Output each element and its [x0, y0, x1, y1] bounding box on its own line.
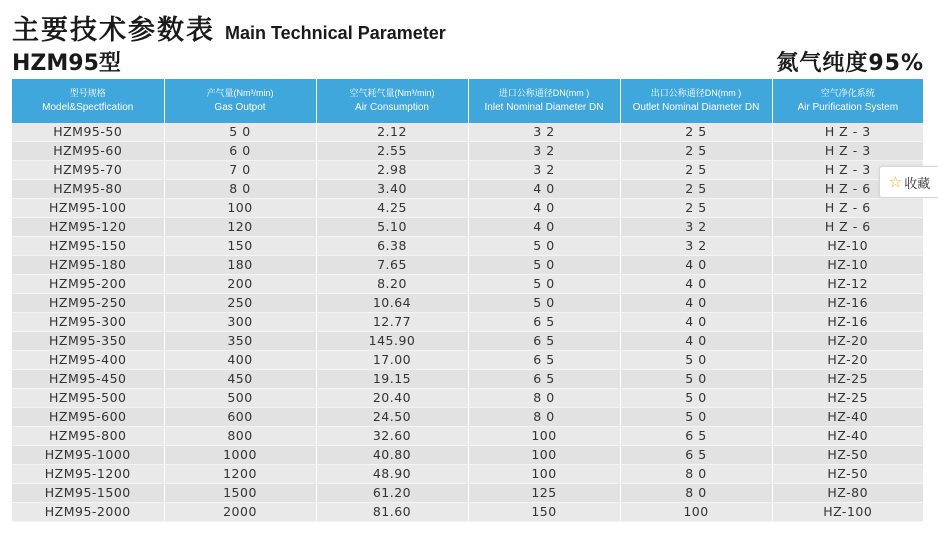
table-row — [12, 427, 923, 446]
cell-model: HZM95-150 — [12, 237, 164, 256]
cell-air-consumption: 19.15 — [316, 370, 468, 389]
cell-air-consumption: 3.40 — [316, 180, 468, 199]
cell-outlet-dn: 3 2 — [620, 237, 772, 256]
cell-air-consumption: 2.55 — [316, 142, 468, 161]
cell-outlet-dn: 6 5 — [620, 446, 772, 465]
cell-inlet-dn: 100 — [468, 465, 620, 484]
cell-air-purification: HZ-25 — [772, 389, 923, 408]
cell-gas-output: 250 — [164, 294, 316, 313]
cell-gas-output: 1000 — [164, 446, 316, 465]
cell-air-consumption: 81.60 — [316, 503, 468, 522]
cell-air-purification: HZ-20 — [772, 351, 923, 370]
cell-model: HZM95-500 — [12, 389, 164, 408]
cell-air-consumption: 48.90 — [316, 465, 468, 484]
cell-model: HZM95-200 — [12, 275, 164, 294]
table-row — [12, 256, 923, 275]
cell-inlet-dn: 3 2 — [468, 161, 620, 180]
table-body — [12, 123, 923, 522]
cell-gas-output: 600 — [164, 408, 316, 427]
cell-outlet-dn: 4 0 — [620, 294, 772, 313]
cell-outlet-dn: 100 — [620, 503, 772, 522]
cell-gas-output: 450 — [164, 370, 316, 389]
cell-gas-output: 150 — [164, 237, 316, 256]
cell-outlet-dn: 4 0 — [620, 256, 772, 275]
cell-inlet-dn: 150 — [468, 503, 620, 522]
header-air-consumption-cn: 空气耗气量(Nm³/min) — [349, 88, 435, 98]
cell-inlet-dn: 3 2 — [468, 142, 620, 161]
star-icon: ☆ — [888, 173, 903, 191]
cell-gas-output: 7 0 — [164, 161, 316, 180]
header-model-en: Model&Spectfication — [42, 102, 134, 113]
table-row — [12, 142, 923, 161]
cell-air-purification: HZ-50 — [772, 446, 923, 465]
table-row — [12, 351, 923, 370]
cell-model: HZM95-450 — [12, 370, 164, 389]
cell-air-consumption: 4.25 — [316, 199, 468, 218]
cell-outlet-dn: 5 0 — [620, 408, 772, 427]
table-row — [12, 123, 923, 142]
table-row — [12, 484, 923, 503]
table-row — [12, 408, 923, 427]
cell-outlet-dn: 4 0 — [620, 275, 772, 294]
cell-gas-output: 800 — [164, 427, 316, 446]
table-row — [12, 503, 923, 522]
cell-air-consumption: 2.98 — [316, 161, 468, 180]
cell-gas-output: 100 — [164, 199, 316, 218]
cell-outlet-dn: 2 5 — [620, 142, 772, 161]
cell-outlet-dn: 4 0 — [620, 313, 772, 332]
header-gas-output-en: Gas Outpot — [214, 102, 266, 113]
cell-inlet-dn: 8 0 — [468, 389, 620, 408]
cell-gas-output: 1500 — [164, 484, 316, 503]
cell-inlet-dn: 8 0 — [468, 408, 620, 427]
table-row — [12, 446, 923, 465]
header-air-consumption-en: Air Consumption — [355, 102, 429, 113]
cell-model: HZM95-1000 — [12, 446, 164, 465]
cell-gas-output: 300 — [164, 313, 316, 332]
cell-gas-output: 200 — [164, 275, 316, 294]
page-title — [12, 8, 446, 46]
header-air-purification-en: Air Purification System — [797, 102, 899, 113]
cell-air-purification: HZ-16 — [772, 313, 923, 332]
cell-outlet-dn: 6 5 — [620, 427, 772, 446]
cell-air-purification: HZ-12 — [772, 275, 923, 294]
cell-air-purification: HZ-50 — [772, 465, 923, 484]
cell-air-purification: H Z - 3 — [772, 123, 923, 142]
cell-air-purification: H Z - 3 — [772, 161, 923, 180]
cell-gas-output: 1200 — [164, 465, 316, 484]
cell-air-consumption: 17.00 — [316, 351, 468, 370]
cell-air-purification: HZ-10 — [772, 256, 923, 275]
favorite-label: 收藏 — [904, 176, 931, 192]
cell-model: HZM95-100 — [12, 199, 164, 218]
header-outlet-dn-cn: 出口公称通径DN(mm ) — [650, 88, 742, 98]
cell-air-consumption: 8.20 — [316, 275, 468, 294]
cell-air-consumption: 2.12 — [316, 123, 468, 142]
cell-air-purification: HZ-100 — [772, 503, 923, 522]
cell-outlet-dn: 5 0 — [620, 370, 772, 389]
cell-model: HZM95-350 — [12, 332, 164, 351]
cell-gas-output: 2000 — [164, 503, 316, 522]
table-row — [12, 180, 923, 199]
cell-air-purification: HZ-10 — [772, 237, 923, 256]
header-air-purification — [772, 79, 923, 123]
table-row — [12, 389, 923, 408]
cell-model: HZM95-50 — [12, 123, 164, 142]
cell-outlet-dn: 2 5 — [620, 199, 772, 218]
table-row — [12, 237, 923, 256]
cell-gas-output: 8 0 — [164, 180, 316, 199]
cell-outlet-dn: 2 5 — [620, 123, 772, 142]
table-row — [12, 465, 923, 484]
table-row — [12, 275, 923, 294]
cell-gas-output: 350 — [164, 332, 316, 351]
cell-inlet-dn: 5 0 — [468, 275, 620, 294]
cell-model: HZM95-400 — [12, 351, 164, 370]
cell-model: HZM95-600 — [12, 408, 164, 427]
cell-air-consumption: 24.50 — [316, 408, 468, 427]
cell-air-purification: HZ-40 — [772, 427, 923, 446]
cell-outlet-dn: 8 0 — [620, 484, 772, 503]
cell-gas-output: 5 0 — [164, 123, 316, 142]
header-gas-output-cn: 产气量(Nm³/min) — [206, 88, 274, 98]
cell-outlet-dn: 3 2 — [620, 218, 772, 237]
table-row — [12, 332, 923, 351]
cell-outlet-dn: 4 0 — [620, 332, 772, 351]
cell-air-purification: H Z - 6 — [772, 199, 923, 218]
favorite-button[interactable] — [879, 166, 938, 198]
cell-inlet-dn: 100 — [468, 427, 620, 446]
table-row — [12, 199, 923, 218]
cell-model: HZM95-80 — [12, 180, 164, 199]
cell-air-purification: HZ-25 — [772, 370, 923, 389]
title-english: Main Technical Parameter — [225, 23, 446, 43]
header-model — [12, 79, 164, 123]
cell-model: HZM95-60 — [12, 142, 164, 161]
cell-air-purification: HZ-16 — [772, 294, 923, 313]
cell-model: HZM95-70 — [12, 161, 164, 180]
cell-model: HZM95-1200 — [12, 465, 164, 484]
cell-model: HZM95-2000 — [12, 503, 164, 522]
table-row — [12, 294, 923, 313]
cell-inlet-dn: 5 0 — [468, 237, 620, 256]
table-row — [12, 218, 923, 237]
cell-outlet-dn: 5 0 — [620, 351, 772, 370]
cell-gas-output: 500 — [164, 389, 316, 408]
table-header-row — [12, 79, 923, 123]
cell-air-consumption: 5.10 — [316, 218, 468, 237]
cell-inlet-dn: 100 — [468, 446, 620, 465]
cell-inlet-dn: 6 5 — [468, 370, 620, 389]
cell-inlet-dn: 5 0 — [468, 294, 620, 313]
cell-inlet-dn: 5 0 — [468, 256, 620, 275]
table-row — [12, 161, 923, 180]
cell-model: HZM95-300 — [12, 313, 164, 332]
header-air-purification-cn: 空气净化系统 — [820, 88, 875, 98]
cell-model: HZM95-180 — [12, 256, 164, 275]
cell-air-purification: HZ-20 — [772, 332, 923, 351]
cell-gas-output: 6 0 — [164, 142, 316, 161]
cell-model: HZM95-1500 — [12, 484, 164, 503]
model-heading: HZM95型 — [12, 51, 121, 76]
cell-inlet-dn: 6 5 — [468, 332, 620, 351]
header-gas-output — [164, 79, 316, 123]
cell-inlet-dn: 4 0 — [468, 199, 620, 218]
cell-inlet-dn: 4 0 — [468, 218, 620, 237]
cell-model: HZM95-800 — [12, 427, 164, 446]
cell-outlet-dn: 8 0 — [620, 465, 772, 484]
cell-outlet-dn: 5 0 — [620, 389, 772, 408]
cell-air-consumption: 12.77 — [316, 313, 468, 332]
cell-gas-output: 120 — [164, 218, 316, 237]
cell-model: HZM95-120 — [12, 218, 164, 237]
cell-air-purification: H Z - 3 — [772, 142, 923, 161]
cell-inlet-dn: 4 0 — [468, 180, 620, 199]
header-outlet-dn — [620, 79, 772, 123]
cell-air-consumption: 40.80 — [316, 446, 468, 465]
cell-inlet-dn: 3 2 — [468, 123, 620, 142]
cell-air-consumption: 32.60 — [316, 427, 468, 446]
cell-air-consumption: 7.65 — [316, 256, 468, 275]
header-outlet-dn-en: Outlet Nominal Diameter DN — [632, 102, 760, 113]
cell-air-purification: HZ-80 — [772, 484, 923, 503]
cell-air-consumption: 10.64 — [316, 294, 468, 313]
parameter-table — [12, 79, 923, 522]
cell-air-consumption: 61.20 — [316, 484, 468, 503]
header-inlet-dn-cn: 进口公称通径DN(mm ) — [498, 88, 590, 98]
table-row — [12, 370, 923, 389]
cell-outlet-dn: 2 5 — [620, 161, 772, 180]
header-inlet-dn — [468, 79, 620, 123]
cell-inlet-dn: 6 5 — [468, 313, 620, 332]
header-air-consumption — [316, 79, 468, 123]
header-model-cn: 型号规格 — [69, 88, 106, 98]
cell-gas-output: 180 — [164, 256, 316, 275]
cell-air-purification: H Z - 6 — [772, 180, 923, 199]
table-row — [12, 313, 923, 332]
cell-inlet-dn: 125 — [468, 484, 620, 503]
cell-model: HZM95-250 — [12, 294, 164, 313]
cell-air-consumption: 20.40 — [316, 389, 468, 408]
cell-air-purification: HZ-40 — [772, 408, 923, 427]
title-chinese: 主要技术参数表 — [12, 15, 215, 46]
cell-air-consumption: 145.90 — [316, 332, 468, 351]
purity-label: 氮气纯度95% — [776, 51, 924, 76]
cell-outlet-dn: 2 5 — [620, 180, 772, 199]
cell-air-purification: H Z - 6 — [772, 218, 923, 237]
cell-inlet-dn: 6 5 — [468, 351, 620, 370]
cell-gas-output: 400 — [164, 351, 316, 370]
cell-air-consumption: 6.38 — [316, 237, 468, 256]
header-inlet-dn-en: Inlet Nominal Diameter DN — [484, 102, 604, 113]
